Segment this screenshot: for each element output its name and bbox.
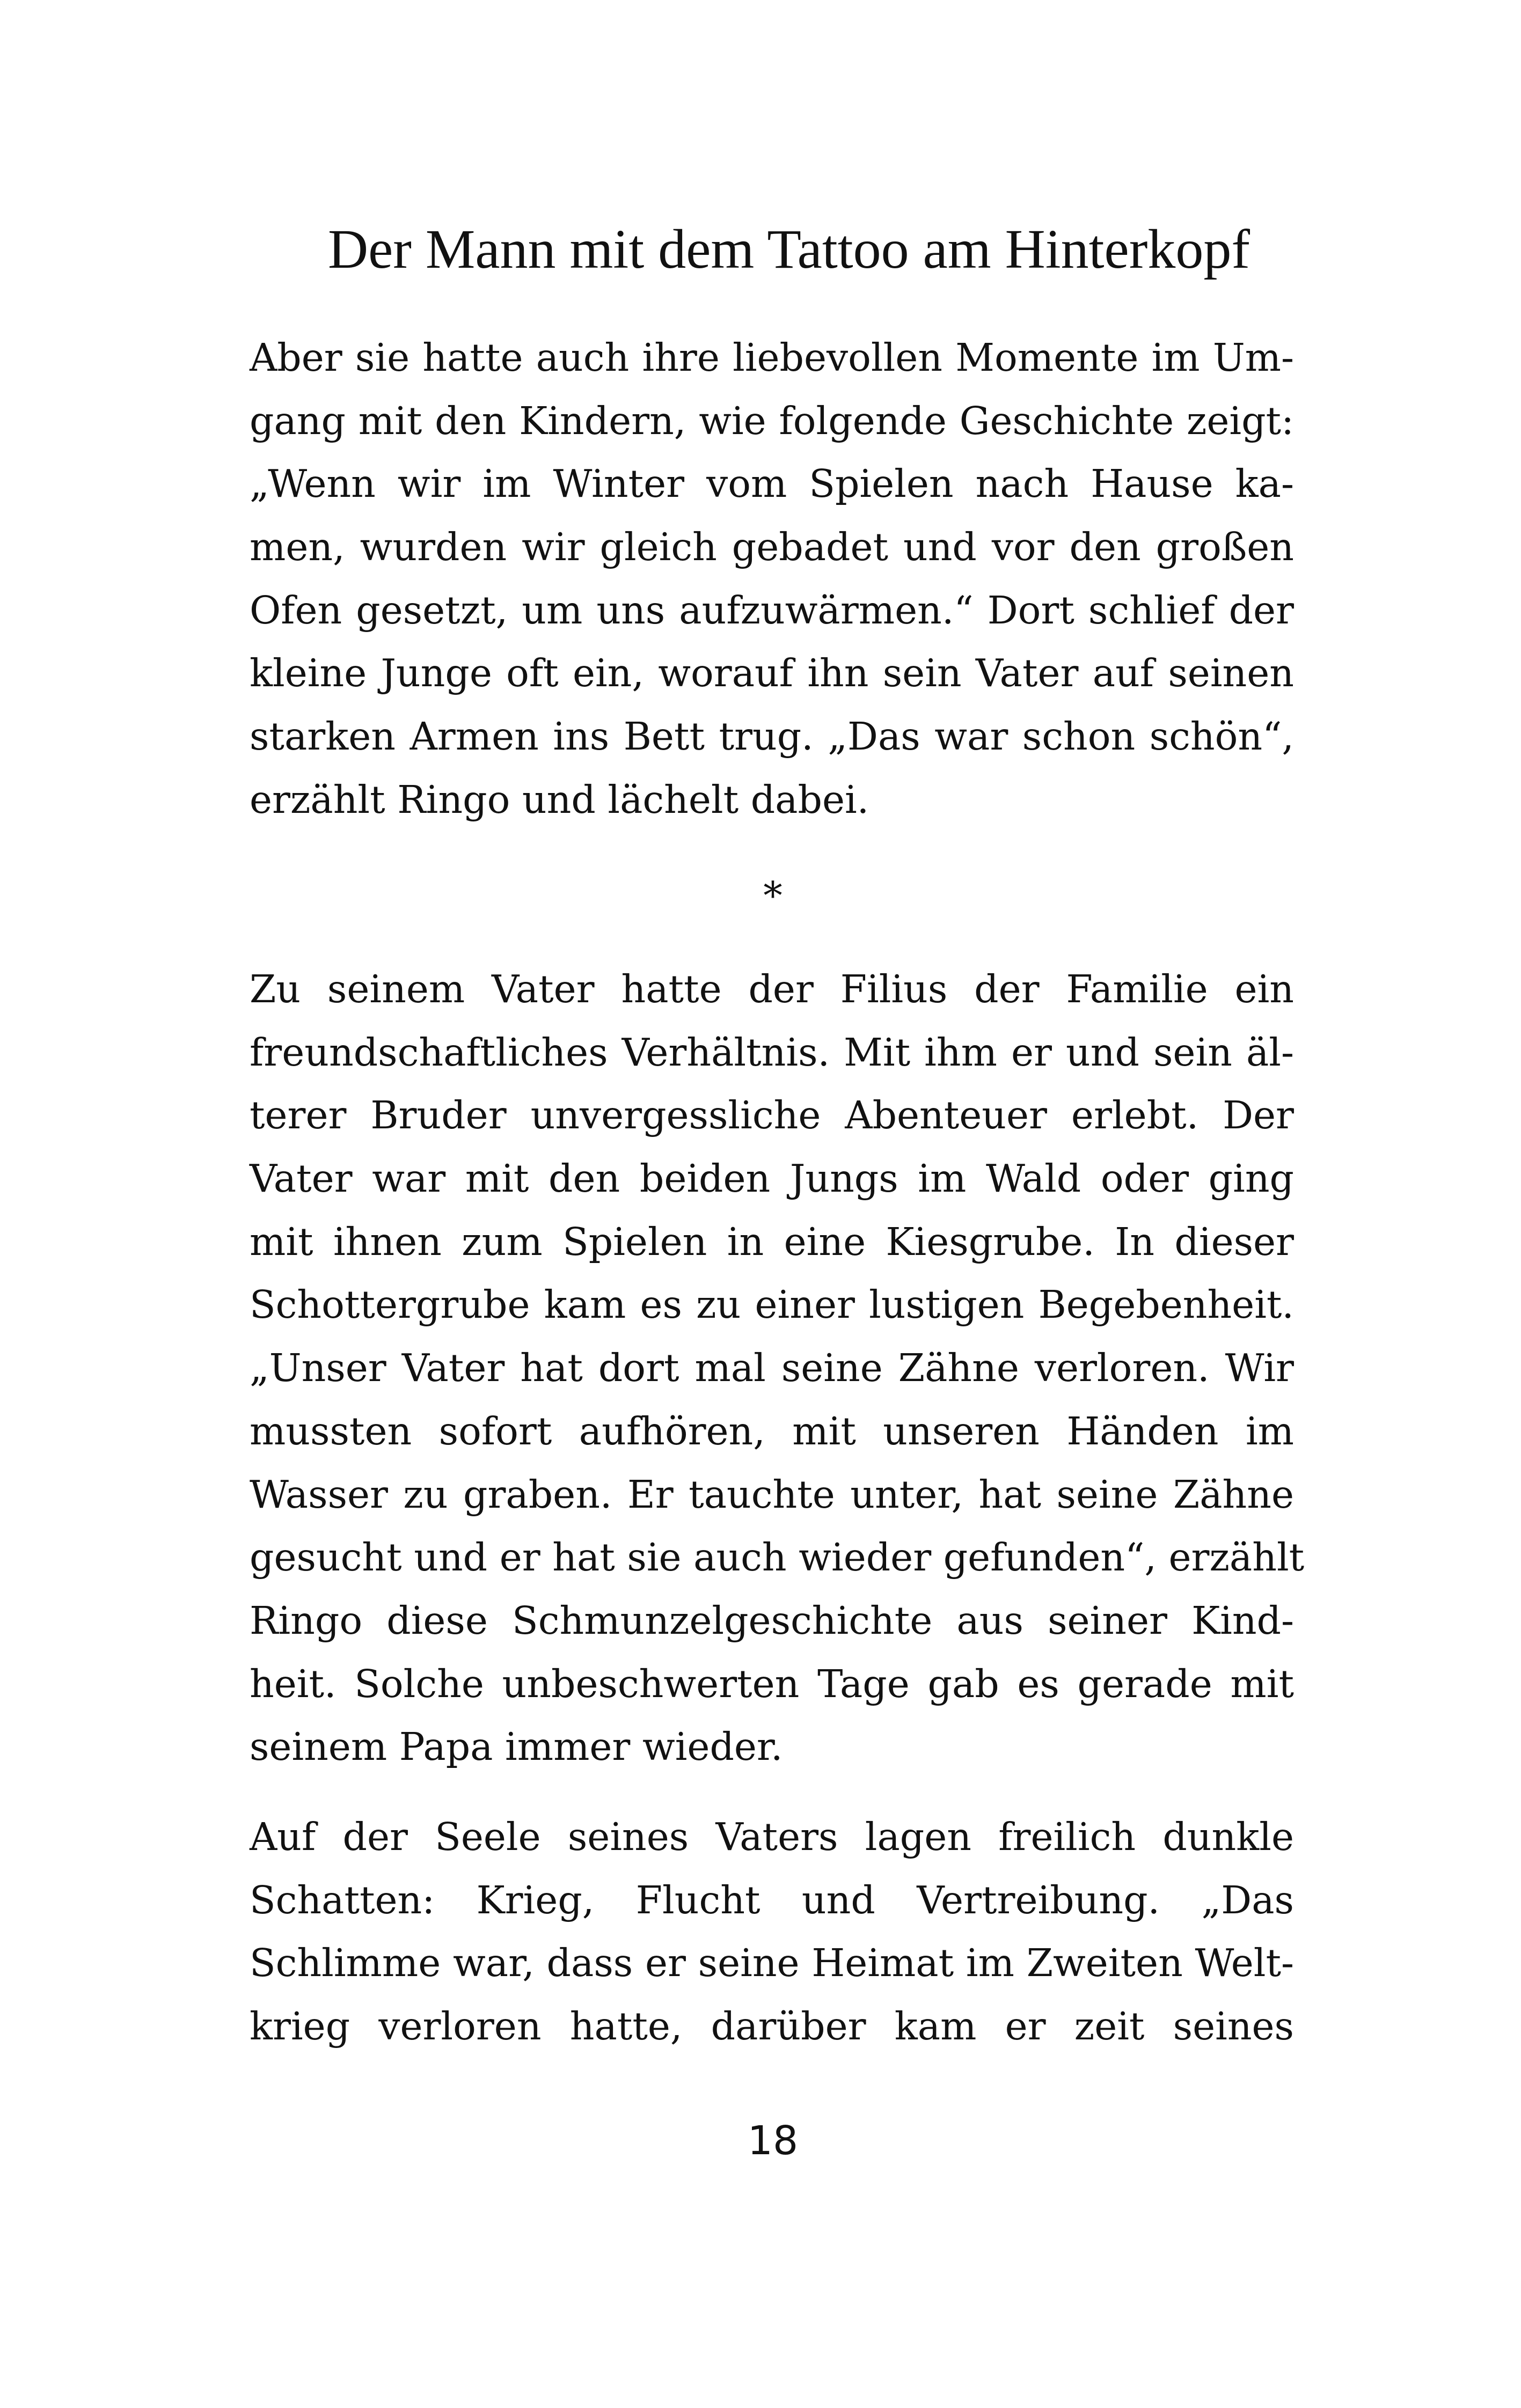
text-line: Schlimme war, dass er seine Heimat im Zweiten Welt- — [250, 1941, 1294, 1986]
text-line: starken Armen ins Bett trug. „Das war schon schön“, — [250, 714, 1294, 759]
text-line: „Wenn wir im Winter vom Spielen nach Hause ka- — [250, 461, 1294, 506]
text-line: Ringo diese Schmunzelgeschichte aus seiner Kind- — [250, 1598, 1294, 1643]
text-line: Ofen gesetzt, um uns aufzuwärmen.“ Dort schlief der — [250, 588, 1294, 633]
section-separator: * — [763, 873, 783, 918]
text-line: Schatten: Krieg, Flucht und Vertreibung. „Das — [250, 1877, 1294, 1922]
text-line: Aber sie hatte auch ihre liebevollen Momente im Um- — [250, 335, 1294, 380]
text-line: Schottergrube kam es zu einer lustigen Begebenheit. — [250, 1282, 1294, 1327]
paragraph-3 — [250, 1805, 1294, 2058]
text-line: erzählt Ringo und lächelt dabei. — [250, 777, 869, 822]
text-line: „Unser Vater hat dort mal seine Zähne verloren. Wir — [250, 1346, 1294, 1391]
text-line: men, wurden wir gleich gebadet und vor den großen — [250, 525, 1294, 570]
text-line: Zu seinem Vater hatte der Filius der Familie ein — [250, 967, 1294, 1011]
text-line: mussten sofort aufhören, mit unseren Händen im — [250, 1408, 1294, 1453]
text-line: seinem Papa immer wieder. — [250, 1724, 783, 1770]
text-line: Wasser zu graben. Er tauchte unter, hat seine Zähne — [250, 1472, 1294, 1517]
text-line: krieg verloren hatte, darüber kam er zeit seines — [250, 2004, 1294, 2049]
text-line: mit ihnen zum Spielen in eine Kiesgrube. In dieser — [250, 1219, 1294, 1264]
text-line: Auf der Seele seines Vaters lagen freilich dunkle — [250, 1815, 1294, 1859]
paragraph-1 — [250, 326, 1294, 832]
text-line: gang mit den Kindern, wie folgende Geschichte zeigt: — [250, 398, 1294, 443]
text-line: freundschaftliches Verhältnis. Mit ihm er und sein äl- — [250, 1030, 1294, 1075]
text-line: Vater war mit den beiden Jungs im Wald oder ging — [250, 1156, 1294, 1201]
text-line: gesucht und er hat sie auch wieder gefunden“, erzählt — [250, 1535, 1305, 1580]
running-header: Der Mann mit dem Tattoo am Hinterkopf — [328, 218, 1250, 280]
text-line: heit. Solche unbeschwerten Tage gab es gerade mit — [250, 1661, 1294, 1706]
text-line: kleine Junge oft ein, worauf ihn sein Vater auf seinen — [250, 651, 1294, 696]
paragraph-2 — [250, 958, 1305, 1779]
text-line: terer Bruder unvergessliche Abenteuer erlebt. Der — [250, 1093, 1294, 1138]
page-number: 18 — [747, 2118, 799, 2164]
